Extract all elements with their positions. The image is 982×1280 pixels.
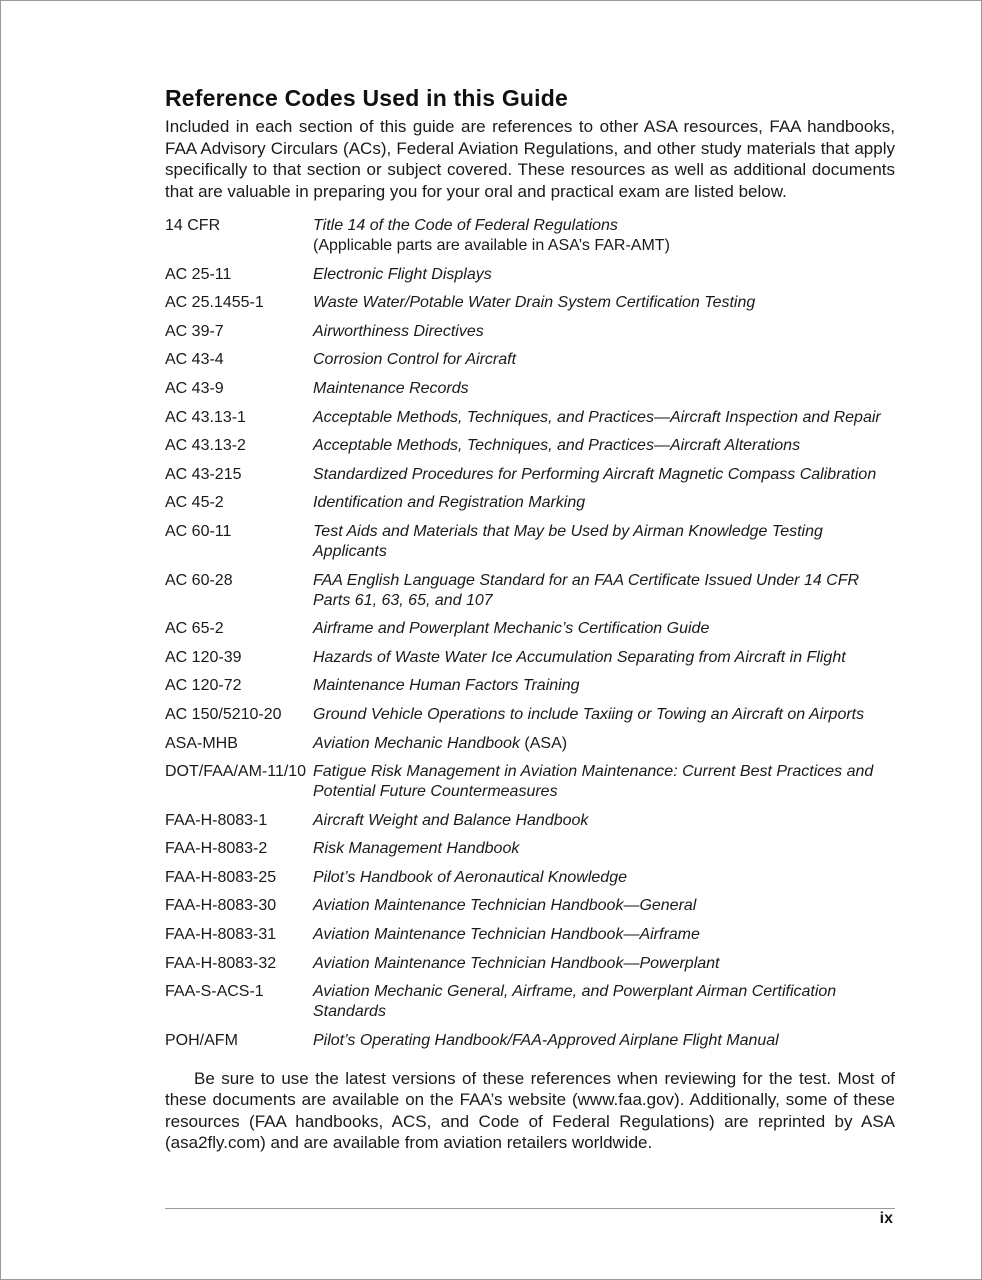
reference-row — [165, 571, 895, 611]
reference-code: AC 120-39 — [165, 648, 242, 666]
reference-title-cell — [313, 982, 895, 1022]
reference-title-cell — [313, 676, 895, 696]
reference-row — [165, 705, 895, 725]
reference-title-cell — [313, 265, 895, 285]
reference-title: Airframe and Powerplant Mechanic’s Certification Guide — [313, 620, 710, 638]
reference-row — [165, 676, 895, 696]
reference-publisher: (ASA) — [519, 734, 568, 752]
reference-row — [165, 265, 895, 285]
reference-title-cell — [313, 216, 895, 256]
reference-row — [165, 839, 895, 859]
reference-row — [165, 648, 895, 668]
reference-row — [165, 522, 895, 562]
reference-row — [165, 619, 895, 639]
closing-paragraph: Be sure to use the latest versions of these references when reviewing for the test. Most of these documents are available on the FAA’s website (www.faa.gov). Additionally, some of these resources (FAA handbooks, ACS, and Code of Federal Regulations) are reprinted by ASA (asa2fly.com) and are available from aviation retailers worldwide. — [165, 1068, 895, 1153]
reference-title-cell — [313, 322, 895, 342]
reference-title-cell — [313, 522, 895, 562]
reference-code: AC 60-28 — [165, 571, 233, 589]
page-content — [165, 85, 895, 1154]
reference-title-cell — [313, 648, 895, 668]
reference-row — [165, 379, 895, 399]
reference-row — [165, 868, 895, 888]
reference-code: 14 CFR — [165, 217, 221, 234]
reference-title-cell — [313, 762, 895, 802]
section-heading: Reference Codes Used in this Guide — [165, 85, 569, 111]
reference-row — [165, 293, 895, 313]
reference-title-cell — [313, 734, 895, 754]
reference-title: Fatigue Risk Management in Aviation Maintenance: Current Best Practices and Potential Future Countermeasures — [313, 763, 874, 801]
reference-code: AC 45-2 — [165, 494, 224, 512]
reference-title: Aviation Maintenance Technician Handbook—General — [313, 897, 697, 915]
reference-title: Aviation Maintenance Technician Handbook—Airframe — [313, 926, 700, 944]
reference-code: POH/AFM — [165, 1031, 238, 1049]
reference-title-cell — [313, 896, 895, 916]
reference-title-cell — [313, 436, 895, 456]
reference-title: Acceptable Methods, Techniques, and Practices—Aircraft Inspection and Repair — [313, 408, 881, 426]
reference-row — [165, 216, 895, 256]
reference-row — [165, 982, 895, 1022]
reference-title: Test Aids and Materials that May be Used by Airman Knowledge Testing Applicants — [313, 522, 823, 560]
reference-code: AC 60-11 — [165, 522, 232, 540]
reference-row — [165, 465, 895, 485]
reference-code: AC 43-4 — [165, 351, 224, 369]
reference-code: AC 39-7 — [165, 322, 224, 340]
reference-code: FAA-H-8083-32 — [165, 954, 277, 972]
footer-rule — [165, 1208, 895, 1209]
reference-code: AC 43.13-2 — [165, 437, 246, 455]
reference-row — [165, 762, 895, 802]
reference-title: Maintenance Records — [313, 379, 469, 397]
reference-row — [165, 896, 895, 916]
reference-note: (Applicable parts are available in ASA’s FAR-AMT) — [313, 237, 670, 254]
reference-title: Acceptable Methods, Techniques, and Practices—Aircraft Alterations — [313, 437, 801, 455]
reference-title-cell — [313, 705, 895, 725]
reference-row — [165, 1031, 895, 1051]
reference-code: FAA-H-8083-2 — [165, 840, 268, 858]
reference-code: AC 43-9 — [165, 379, 224, 397]
reference-title-cell — [313, 868, 895, 888]
reference-title: Ground Vehicle Operations to include Taxiing or Towing an Aircraft on Airports — [313, 705, 865, 723]
reference-row — [165, 954, 895, 974]
reference-code: AC 25-11 — [165, 265, 232, 283]
reference-title: Aviation Mechanic Handbook — [313, 734, 520, 752]
reference-title: Hazards of Waste Water Ice Accumulation Separating from Aircraft in Flight — [313, 648, 846, 666]
reference-title: Title 14 of the Code of Federal Regulations — [313, 217, 618, 234]
reference-row — [165, 493, 895, 513]
reference-code: AC 43.13-1 — [165, 408, 246, 426]
reference-code: FAA-H-8083-25 — [165, 868, 277, 886]
reference-title-cell — [313, 465, 895, 485]
reference-code: FAA-H-8083-1 — [165, 811, 268, 829]
reference-title: Risk Management Handbook — [313, 840, 520, 858]
reference-title: Identification and Registration Marking — [313, 494, 586, 512]
reference-code: FAA-H-8083-31 — [165, 926, 277, 944]
reference-title: Airworthiness Directives — [313, 322, 484, 340]
reference-title-cell — [313, 839, 895, 859]
reference-code: AC 25.1455-1 — [165, 294, 264, 312]
reference-code: AC 150/5210-20 — [165, 705, 282, 723]
reference-row — [165, 811, 895, 831]
reference-row — [165, 322, 895, 342]
reference-title: Aviation Mechanic General, Airframe, and Powerplant Airman Certification Standards — [313, 983, 837, 1021]
intro-paragraph: Included in each section of this guide are references to other ASA resources, FAA handbooks, FAA Advisory Circulars (ACs), Federal Aviation Regulations, and other study materials that apply specifically to that section or subject covered. These resources as well as additional documents that are valuable in preparing you for your oral and practical exam are listed below. — [165, 117, 895, 201]
reference-title: Standardized Procedures for Performing Aircraft Magnetic Compass Calibration — [313, 465, 877, 483]
reference-code: FAA-H-8083-30 — [165, 897, 277, 915]
reference-title: FAA English Language Standard for an FAA Certificate Issued Under 14 CFR Parts 61, 63, 65, and 107 — [313, 571, 860, 609]
reference-title-cell — [313, 350, 895, 370]
reference-title: Electronic Flight Displays — [313, 265, 492, 283]
reference-title: Aviation Maintenance Technician Handbook—Powerplant — [313, 954, 720, 972]
reference-code: AC 43-215 — [165, 465, 242, 483]
page-number: ix — [879, 1210, 893, 1227]
reference-title-cell — [313, 493, 895, 513]
reference-code: AC 65-2 — [165, 620, 224, 638]
reference-title-cell — [313, 1031, 895, 1051]
reference-title-cell — [313, 571, 895, 611]
reference-code: ASA-MHB — [165, 734, 238, 752]
reference-row — [165, 408, 895, 428]
reference-title-cell — [313, 379, 895, 399]
reference-code: FAA-S-ACS-1 — [165, 983, 264, 1001]
reference-title: Corrosion Control for Aircraft — [313, 351, 517, 369]
reference-title-cell — [313, 293, 895, 313]
reference-title-cell — [313, 954, 895, 974]
reference-row — [165, 925, 895, 945]
reference-title-cell — [313, 619, 895, 639]
reference-list — [165, 216, 895, 1051]
reference-row — [165, 734, 895, 754]
reference-title-cell — [313, 811, 895, 831]
reference-title: Maintenance Human Factors Training — [313, 677, 580, 695]
reference-row — [165, 436, 895, 456]
reference-title-cell — [313, 925, 895, 945]
reference-code: DOT/FAA/AM-11/10 — [165, 763, 307, 781]
reference-title: Pilot’s Handbook of Aeronautical Knowledge — [313, 868, 627, 886]
reference-row — [165, 350, 895, 370]
reference-title-cell — [313, 408, 895, 428]
reference-title: Aircraft Weight and Balance Handbook — [313, 811, 589, 829]
reference-title: Waste Water/Potable Water Drain System Certification Testing — [313, 294, 756, 312]
reference-code: AC 120-72 — [165, 677, 242, 695]
reference-title: Pilot’s Operating Handbook/FAA-Approved Airplane Flight Manual — [313, 1031, 779, 1049]
